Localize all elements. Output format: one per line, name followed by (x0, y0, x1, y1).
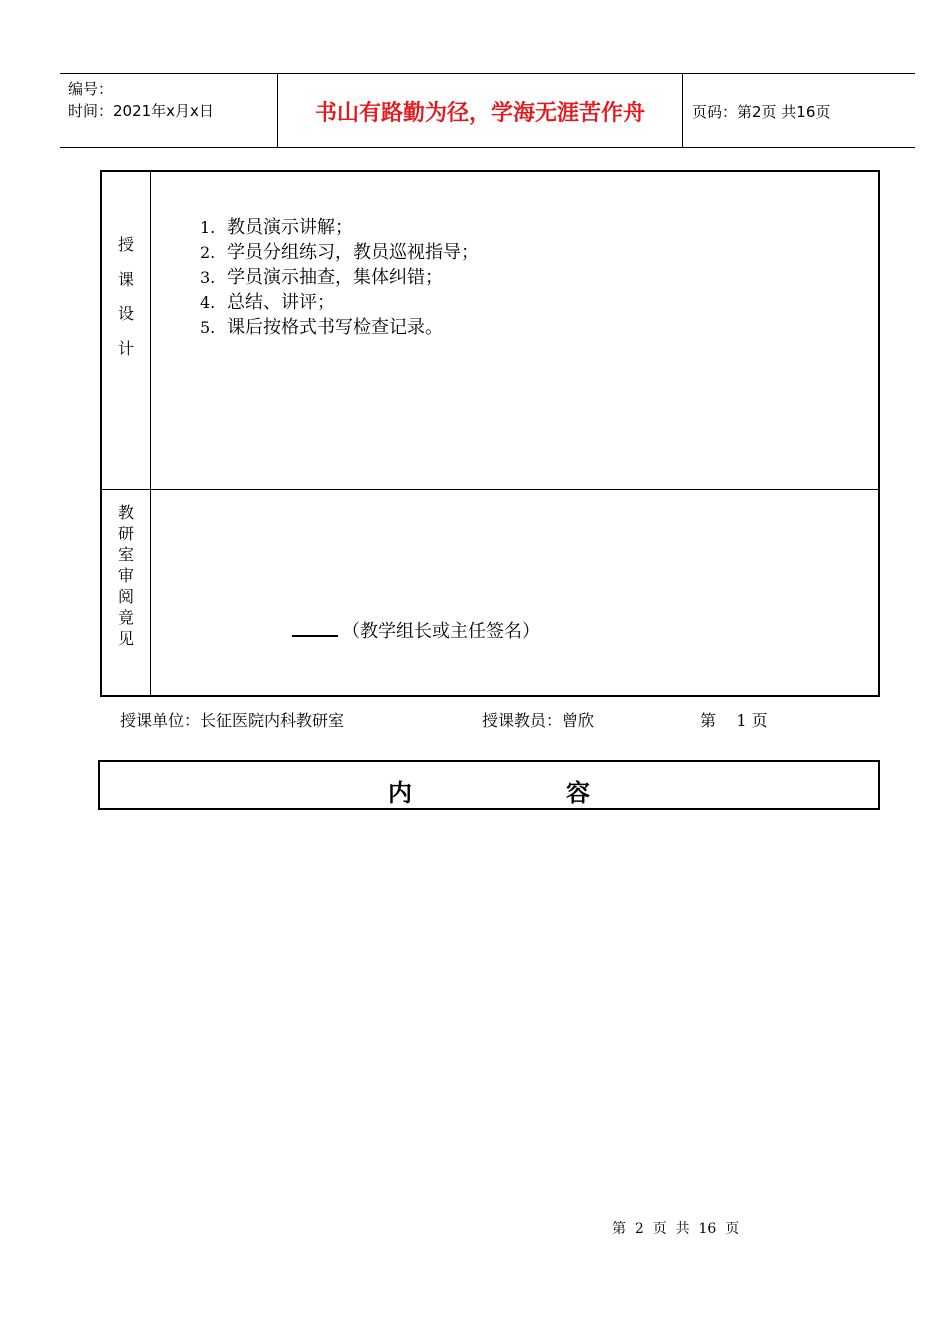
design-label-char: 计 (117, 338, 134, 358)
list-item: 4. 总结、讲评； (200, 292, 335, 313)
lesson-form-table (100, 170, 880, 697)
content-title-left: 内 (388, 778, 412, 807)
signature-blank[interactable] (292, 617, 338, 637)
signature-note: （教学组长或主任签名） (342, 621, 540, 642)
signature-line (292, 617, 540, 643)
page-header (60, 73, 915, 148)
review-label (102, 502, 150, 649)
list-item: 1. 教员演示讲解； (200, 217, 353, 238)
footer-teacher: 授课教员：曾欣 (482, 711, 595, 730)
table-column-divider (150, 172, 151, 695)
header-divider-right (682, 74, 683, 147)
header-page-info: 页码：第2页 共16页 (692, 103, 831, 121)
footer-page: 第 1 页 (700, 711, 768, 730)
header-motto: 书山有路勤为径，学海无涯苦作舟 (314, 101, 645, 126)
document-number: 编号： (68, 80, 114, 98)
page-number: 第 2 页 共 16 页 (612, 1221, 740, 1237)
content-title-box (98, 760, 880, 810)
content-title-right: 容 (566, 778, 590, 807)
list-item: 5. 课后按格式书写检查记录。 (200, 317, 443, 338)
header-left (68, 78, 214, 122)
review-label-char: 竟 (117, 608, 134, 627)
review-label-char: 阅 (117, 587, 134, 606)
table-row-divider (102, 489, 878, 490)
design-label-char: 设 (117, 304, 134, 323)
teaching-steps-list (200, 215, 479, 340)
review-label-char: 审 (117, 566, 134, 585)
design-label (102, 228, 150, 366)
review-label-char: 见 (117, 629, 134, 648)
design-label-char: 课 (117, 269, 134, 289)
list-item: 2. 学员分组练习，教员巡视指导； (200, 242, 479, 263)
list-item: 3. 学员演示抽查，集体纠错； (200, 267, 443, 288)
design-label-char: 授 (117, 235, 134, 254)
review-label-char: 室 (117, 545, 134, 564)
review-label-char: 研 (117, 524, 134, 543)
review-label-char: 教 (117, 503, 134, 522)
document-date: 时间：2021年x月x日 (68, 102, 214, 120)
footer-unit: 授课单位：长征医院内科教研室 (120, 711, 345, 730)
